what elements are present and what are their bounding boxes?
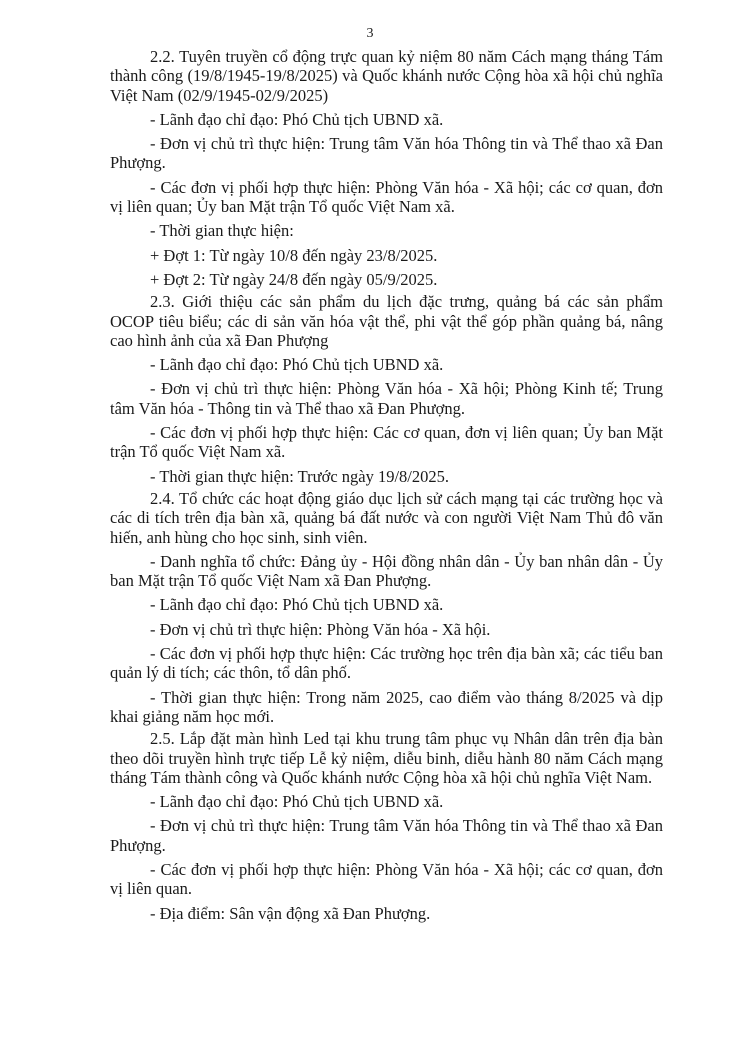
page-number: 3 bbox=[366, 26, 374, 41]
item-coordinating-units: - Các đơn vị phối hợp thực hiện: Phòng Văn hóa - Xã hội; các cơ quan, đơn vị liên quan; Ủy ban Mặt trận Tổ quốc Việt Nam xã. bbox=[110, 177, 663, 217]
item-coordinating-units: - Các đơn vị phối hợp thực hiện: Phòng Văn hóa - Xã hội; các cơ quan, đơn vị liên quan. bbox=[110, 859, 663, 899]
item-timeline: - Thời gian thực hiện: Trước ngày 19/8/2025. bbox=[150, 466, 450, 486]
item-leadership: - Lãnh đạo chỉ đạo: Phó Chủ tịch UBND xã. bbox=[150, 355, 444, 375]
item-phase-1: + Đợt 1: Từ ngày 10/8 đến ngày 23/8/2025. bbox=[150, 245, 438, 265]
item-location: - Địa điểm: Sân vận động xã Đan Phượng. bbox=[150, 903, 431, 923]
item-timeline: - Thời gian thực hiện: bbox=[150, 221, 294, 241]
section-heading-2-2: 2.2. Tuyên truyền cổ động trực quan kỷ niệm 80 năm Cách mạng tháng Tám thành công (19/8/1945-19/8/2025) và Quốc khánh nước Cộng hòa xã hội chủ nghĩa Việt Nam (02/9/1945-02/9/2025) bbox=[110, 47, 663, 105]
item-phase-2: + Đợt 2: Từ ngày 24/8 đến ngày 05/9/2025. bbox=[150, 269, 438, 289]
item-lead-unit: - Đơn vị chủ trì thực hiện: Phòng Văn hóa - Xã hội; Phòng Kinh tế; Trung tâm Văn hóa - Thông tin và Thể thao xã Đan Phượng. bbox=[110, 379, 663, 418]
item-coordinating-units: - Các đơn vị phối hợp thực hiện: Các trường học trên địa bàn xã; các tiểu ban quản lý di tích; các thôn, tổ dân phố. bbox=[110, 644, 663, 683]
item-coordinating-units: - Các đơn vị phối hợp thực hiện: Các cơ quan, đơn vị liên quan; Ủy ban Mặt trận Tổ quốc Việt Nam xã. bbox=[110, 423, 663, 462]
item-lead-unit: - Đơn vị chủ trì thực hiện: Trung tâm Văn hóa Thông tin và Thể thao xã Đan Phượng. bbox=[110, 816, 663, 855]
item-leadership: - Lãnh đạo chỉ đạo: Phó Chủ tịch UBND xã. bbox=[150, 595, 444, 615]
section-heading-2-4: 2.4. Tổ chức các hoạt động giáo dục lịch sử cách mạng tại các trường học và các di tích trên địa bàn xã, quảng bá đất nước và con người Việt Nam Thủ đô văn hiến, anh hùng cho học sinh, sinh viên. bbox=[110, 488, 663, 547]
item-leadership: - Lãnh đạo chỉ đạo: Phó Chủ tịch UBND xã. bbox=[150, 109, 444, 129]
section-heading-2-5: 2.5. Lắp đặt màn hình Led tại khu trung tâm phục vụ Nhân dân trên địa bàn theo dõi truyền hình trực tiếp Lễ kỷ niệm, diễu binh, diễu hành 80 năm Cách mạng tháng Tám thành công và Quốc khánh nước Cộng hòa xã hội chủ nghĩa Việt Nam. bbox=[110, 729, 663, 787]
document-body bbox=[110, 47, 663, 928]
item-lead-unit: - Đơn vị chủ trì thực hiện: Trung tâm Văn hóa Thông tin và Thể thao xã Đan Phượng. bbox=[110, 134, 663, 173]
section-heading-2-3: 2.3. Giới thiệu các sản phẩm du lịch đặc trưng, quảng bá các sản phẩm OCOP tiêu biểu; các di sản văn hóa vật thể, phi vật thể góp phần quảng bá, nâng cao hình ảnh của xã Đan Phượng bbox=[110, 292, 663, 350]
item-leadership: - Lãnh đạo chỉ đạo: Phó Chủ tịch UBND xã. bbox=[150, 792, 444, 812]
item-lead-unit: - Đơn vị chủ trì thực hiện: Phòng Văn hóa - Xã hội. bbox=[150, 619, 491, 639]
item-organizer: - Danh nghĩa tổ chức: Đảng ủy - Hội đồng nhân dân - Ủy ban nhân dân - Ủy ban Mặt trận Tổ quốc Việt Nam xã Đan Phượng. bbox=[110, 551, 663, 591]
item-timeline: - Thời gian thực hiện: Trong năm 2025, cao điểm vào tháng 8/2025 và dịp khai giảng năm học mới. bbox=[110, 687, 663, 726]
